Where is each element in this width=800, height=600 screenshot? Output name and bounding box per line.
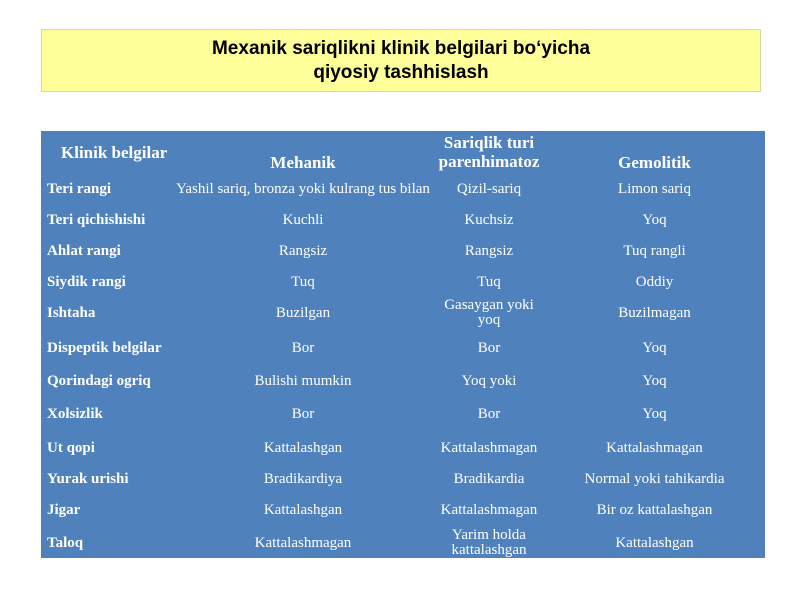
slide-title [41,29,761,92]
cell-parenhimatoz: Bor [477,339,501,356]
table-row [41,495,765,526]
table-row [41,368,765,395]
table-row [41,395,765,433]
header-parenhimatoz-label: parenhimatoz [438,152,540,171]
header-gemolitik: Gemolitik [618,153,691,172]
cell-gemolitik: Yoq [642,339,667,356]
comparison-table [41,131,765,560]
cell-mehanik: Bor [291,405,315,422]
cell-gemolitik: Kattalashgan [615,534,694,551]
cell-parenhimatoz: Bor [477,405,501,422]
cell-gemolitik: Yoq [642,212,667,228]
cell-mehanik: Kuchli [282,212,324,228]
cell-mehanik: Buzilgan [275,304,331,321]
title-line-2: qiyosiy tashhislash [313,61,489,83]
cell-mehanik: Bulishi mumkin [254,373,352,389]
row-label: Ishtaha [47,304,96,321]
row-label: Ahlat rangi [47,243,121,259]
cell-gemolitik: Yoq [642,373,667,389]
cell-parenhimatoz: Gasaygan yoki yoq [444,298,534,328]
table-body [41,173,765,560]
title-line-1: Mexanik sariqlikni klinik belgilari bo‘yicha [211,37,591,59]
row-label: Ut qopi [47,440,95,456]
row-label: Xolsizlik [47,405,103,422]
table-row [41,328,765,368]
row-label: Yurak urishi [47,471,129,487]
cell-parenhimatoz: Kattalashmagan [440,502,538,518]
table-row [41,173,765,205]
cell-parenhimatoz: Yarim holda kattalashgan [451,527,527,558]
cell-parenhimatoz: Rangsiz [464,243,514,259]
cell-gemolitik: Limon sariq [618,180,691,197]
cell-parenhimatoz: Kuchsiz [464,212,514,228]
row-label: Siydik rangi [47,274,126,290]
cell-parenhimatoz: Bradikardia [453,471,525,487]
row-label: Teri qichishishi [47,212,146,228]
cell-gemolitik: Kattalashmagan [606,440,703,456]
cell-mehanik: Bradikardiya [263,471,343,487]
cell-gemolitik: Buzilmagan [618,304,691,321]
header-sariqlik-turi: Sariqlik turi [443,133,535,152]
table-row [41,433,765,464]
cell-mehanik: Kattalashmagan [254,534,352,551]
cell-gemolitik: Normal yoki tahikardia [584,471,725,487]
row-label: Taloq [47,534,84,551]
header-klinik-belgilar: Klinik belgilar [61,143,168,162]
table-row [41,205,765,236]
header-mehanik: Mehanik [270,153,336,172]
table-header-row [41,131,765,173]
cell-mehanik: Yashil sariq, bronza yoki kulrang tus bilan [176,180,430,197]
cell-parenhimatoz: Kattalashmagan [440,440,538,456]
table-row [41,267,765,298]
header-parenhimatoz [434,131,544,173]
comparison-table-container [41,131,765,558]
cell-parenhimatoz: Qizil-sariq [456,180,522,197]
row-label: Teri rangi [47,180,112,197]
cell-mehanik: Kattalashgan [263,440,343,456]
cell-gemolitik: Oddiy [635,274,674,290]
cell-mehanik: Rangsiz [278,243,328,259]
row-label: Dispeptik belgilar [47,339,162,356]
row-label: Jigar [47,502,81,518]
cell-gemolitik: Yoq [642,405,667,422]
table-row [41,236,765,267]
cell-parenhimatoz: Tuq [477,274,501,290]
cell-gemolitik: Tuq rangli [623,243,686,259]
cell-mehanik: Bor [291,339,315,356]
table-row [41,526,765,560]
cell-parenhimatoz: Yoq yoki [461,373,517,389]
table-row [41,298,765,328]
cell-mehanik: Kattalashgan [263,502,343,518]
cell-gemolitik: Bir oz kattalashgan [596,502,713,518]
row-label: Qorindagi ogriq [47,373,151,389]
cell-mehanik: Tuq [291,274,315,290]
table-row [41,464,765,495]
